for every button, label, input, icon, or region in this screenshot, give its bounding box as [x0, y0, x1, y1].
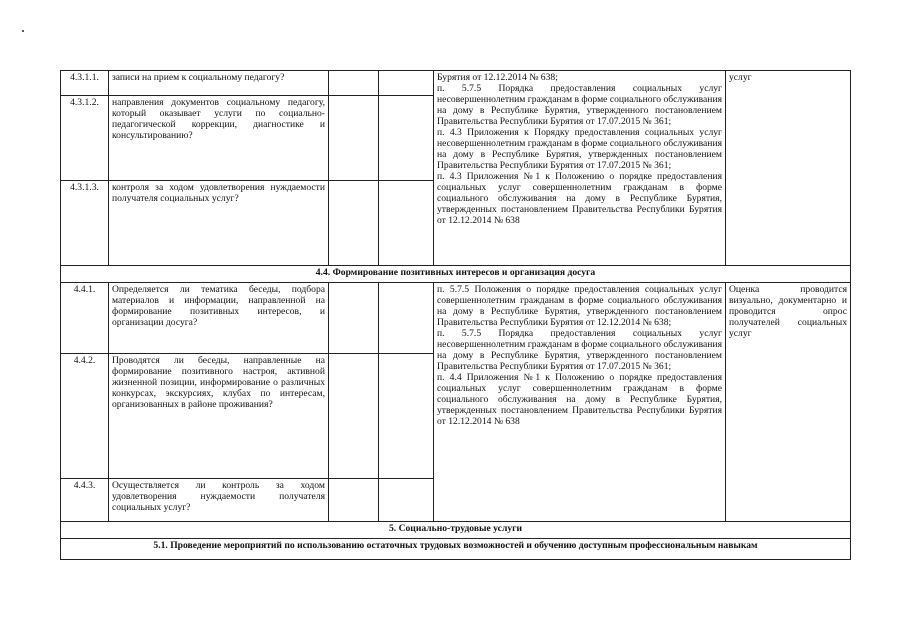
question-cell: Осуществляется ли контроль за ходом удовлетворения нуждаемости получателя социальных услуг?	[109, 479, 329, 522]
item-number: 4.3.1.1.	[61, 71, 109, 96]
question-cell: Проводятся ли беседы, направленные на формирование позитивного настроя, активной жизненной позиции, информирование о различных конкурсах, экскурсиях, клубах по интересам, организованных в районе проживания?	[109, 354, 329, 479]
answer-no-cell	[379, 96, 434, 181]
question-cell: направления документов социальному педагогу, который оказывает услуги по социально-педагогической коррекции, диагностике и консультированию?	[109, 96, 329, 181]
scan-speck	[22, 30, 24, 32]
item-number: 4.4.2.	[61, 354, 109, 479]
section-row	[61, 522, 851, 539]
answer-yes-cell	[329, 283, 379, 354]
table-row	[61, 71, 851, 96]
item-number: 4.3.1.3.	[61, 181, 109, 266]
inspection-checklist-table	[60, 70, 851, 560]
section-row	[61, 539, 851, 560]
answer-yes-cell	[329, 479, 379, 522]
legal-reference-cell	[434, 283, 726, 522]
item-number: 4.4.1.	[61, 283, 109, 354]
legal-reference-cell	[434, 71, 726, 266]
answer-no-cell	[379, 354, 434, 479]
legal-reference-text: Бурятия от 12.12.2014 № 638; п. 5.7.5 Порядка предоставления социальных услуг несовершеннолетним гражданам в форме социального обслуживания на дому в Республике Бурятия, утвержденного постановлением Правительства Республики Бурятия от 17.07.2015 № 361; п. 4.3 Приложения к Порядку предоставления социальных услуг несовершеннолетним гражданам в форме социального обслуживания на дому в Республике Бурятия, утвержденных постановлением Правительства Республики Бурятия от 17.07.2015 № 361; п. 4.3 Приложения №1 к Положению о порядке предоставления социальных услуг совершеннолетним гражданам в форме социального обслуживания на дому в Республике Бурятия, утвержденных постановлением Правительства Республики Бурятия от 12.12.2014 № 638	[437, 72, 722, 226]
section-heading: 4.4. Формирование позитивных интересов и организация досуга	[61, 266, 851, 283]
item-number: 4.4.3.	[61, 479, 109, 522]
subsection-heading: 5.1. Проведение мероприятий по использованию остаточных трудовых возможностей и обучению доступным профессиональным навыкам	[61, 539, 851, 560]
answer-yes-cell	[329, 96, 379, 181]
question-cell: Определяется ли тематика беседы, подбора материалов и информации, направленной на формирование позитивных интересов, и организации досуга?	[109, 283, 329, 354]
section-heading: 5. Социально-трудовые услуги	[61, 522, 851, 539]
answer-no-cell	[379, 71, 434, 96]
question-cell: контроля за ходом удовлетворения нуждаемости получателя социальных услуг?	[109, 181, 329, 266]
table-row	[61, 283, 851, 354]
legal-reference-text: п. 5.7.5 Положения о порядке предоставления социальных услуг совершеннолетним гражданам в форме социального обслуживания на дому в Республике Бурятия, утвержденного постановлением Правительства Республики Бурятия от 12.12.2014 № 638; п. 5.7.5 Порядка предоставления социальных услуг несовершеннолетним гражданам в форме социального обслуживания на дому в Республике Бурятия, утвержденного постановлением Правительства Республики Бурятия от 17.07.2015 № 361; п. 4.4 Приложения №1 к Положению о порядке предоставления социальных услуг совершеннолетним гражданам в форме социального обслуживания на дому в Республике Бурятия, утвержденных постановлением Правительства Республики Бурятия от 12.12.2014 № 638	[437, 284, 722, 427]
answer-no-cell	[379, 283, 434, 354]
answer-yes-cell	[329, 181, 379, 266]
answer-yes-cell	[329, 71, 379, 96]
item-number: 4.3.1.2.	[61, 96, 109, 181]
question-cell: записи на прием к социальному педагогу?	[109, 71, 329, 96]
note-cell: услуг	[726, 71, 851, 266]
answer-no-cell	[379, 479, 434, 522]
answer-yes-cell	[329, 354, 379, 479]
section-row	[61, 266, 851, 283]
answer-no-cell	[379, 181, 434, 266]
note-cell: Оценка проводится визуально, документарно и проводится опрос получателей социальных услуг	[726, 283, 851, 522]
